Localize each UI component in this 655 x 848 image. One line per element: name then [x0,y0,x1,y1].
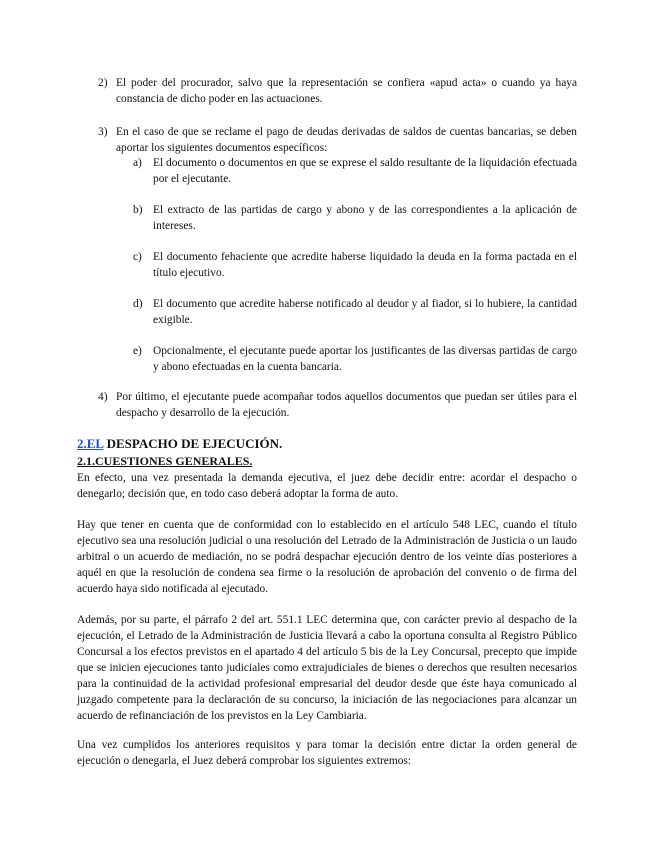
sublist-item-d-text: El documento que acredite haberse notificado al deudor y al fiador, si lo hubiere, la cantidad exigible. [153,298,577,326]
sublist-item-e-text: Opcionalmente, el ejecutante puede aportar los justificantes de las diversas partidas de cargo y abono efectuadas en la cuenta bancaria. [153,345,577,373]
section-heading [77,436,282,452]
sublist-item-b-text: El extracto de las partidas de cargo y abono y de las correspondientes a la aplicación de intereses. [153,204,577,232]
sublist-letter-a: a) [133,157,142,169]
subsection-heading: 2.1.CUESTIONES GENERALES. [77,454,253,468]
list-number-2: 2) [98,77,108,89]
sublist-item-a-text: El documento o documentos en que se exprese el saldo resultante de la liquidación efectuada por el ejecutante. [153,157,577,185]
list-number-3: 3) [98,126,108,138]
paragraph-4: Una vez cumplidos los anteriores requisitos y para tomar la decisión entre dictar la orden general de ejecución o denegarla, el Juez deberá comprobar los siguientes extremos: [77,739,577,767]
list-item-4-text: Por último, el ejecutante puede acompañar todos aquellos documentos que puedan ser útiles para el despacho y desarrollo de la ejecución. [116,391,577,419]
paragraph-3: Además, por su parte, el párrafo 2 del art. 551.1 LEC determina que, con carácter previo al despacho de la ejecución, el Letrado de la Administración de Justicia llevará a cabo la oportuna consulta al Registro Público Concursal a los efectos previstos en el apartado 4 del artículo 5 bis de la Ley Concursal, precepto que impide que se inicien ejecuciones tanto judiciales como extrajudiciales de bienes o derechos que resulten necesarios para la continuidad de la actividad profesional empresarial del deudor desde que éste haya comunicado al juzgado competente para la declaración de su concurso, la iniciación de las negociaciones para alcanzar un acuerdo de refinanciación de los previstos en la Ley Cambiaria. [77,614,577,722]
sublist-item-c-text: El documento fehaciente que acredite haberse liquidado la deuda en la forma pactada en el título ejecutivo. [153,251,577,279]
sublist-letter-b: b) [133,204,143,216]
paragraph-2: Hay que tener en cuenta que de conformidad con lo establecido en el artículo 548 LEC, cuando el título ejecutivo sea una resolución judicial o una resolución del Letrado de la Administración de Justicia o un laudo arbitral o un acuerdo de mediación, no se podrá despachar ejecución dentro de los veinte días posteriores a aquél en que la resolución de condena sea firme o la resolución de aprobación del convenio o de firma del acuerdo haya sido notificada al ejecutado. [77,519,577,595]
sublist-letter-c: c) [133,251,142,263]
section-link[interactable]: 2.EL [77,436,104,451]
list-item-2-text: El poder del procurador, salvo que la representación se confiera «apud acta» o cuando ya haya constancia de dicho poder en las actuaciones. [116,77,577,105]
sublist-letter-d: d) [133,298,143,310]
list-number-4: 4) [98,391,108,403]
section-title: DESPACHO DE EJECUCIÓN. [103,436,283,451]
list-item-3-text: En el caso de que se reclame el pago de deudas derivadas de saldos de cuentas bancarias, se deben aportar los siguientes documentos específicos: [116,126,577,154]
paragraph-1: En efecto, una vez presentada la demanda ejecutiva, el juez debe decidir entre: acordar el despacho o denegarlo; decisión que, en todo caso deberá adoptar la forma de auto. [77,472,577,500]
sublist-letter-e: e) [133,345,142,357]
